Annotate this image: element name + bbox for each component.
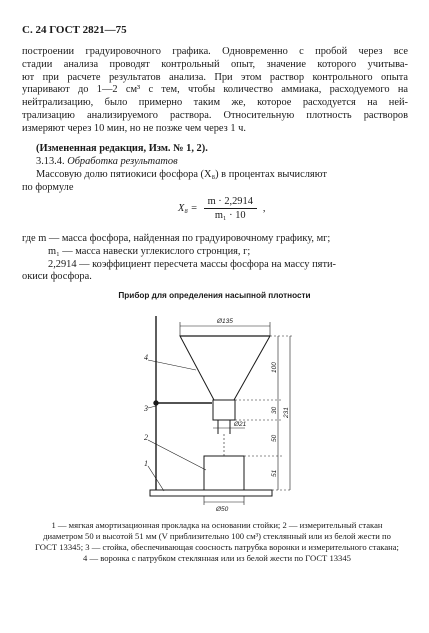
apparatus-diagram (0, 300, 429, 515)
dim-30: 30 (271, 406, 278, 414)
formula (178, 196, 266, 221)
measuring-cup (204, 456, 244, 490)
formula-lhs: X₈ = (178, 203, 198, 214)
text-line: трализацию анализируемого раствора. Относительную плотность растворов (22, 109, 408, 121)
page-header: С. 24 ГОСТ 2821—75 (22, 24, 127, 36)
text-line: Массовую долю пятиокиси фосфора (X₈) в процентах вычисляют (36, 169, 327, 180)
text-line: ют при расчете результатов анализа. При этом раствор контрольного опыта (22, 71, 408, 83)
paragraph-calibration (22, 46, 408, 136)
text-line: стадии анализа проводят контрольный опыт, значение которого учитыва- (22, 58, 408, 70)
callout-4: 4 (144, 353, 148, 362)
callout-leader-4 (148, 360, 196, 370)
formula-numerator: m · 2,2914 (204, 196, 257, 209)
formula-denominator: m₁ · 10 (214, 210, 246, 221)
amendment-note: (Измененная редакция, Изм. № 1, 2). (36, 143, 208, 154)
figure-legend: 1 — мягкая амортизационная прокладка на основании стойки; 2 — измерительный стакан диаметром 50 и высотой 51 мм (V приблизительно 100 см³) стеклянный или из белой жести по ГОСТ 13345; 3 — стойка, обеспечивающая соосность патрубка воронки и измерительного стакана; 4 — воронка с патрубком стеклянная или из белой жести по ГОСТ 13345 (35, 520, 399, 563)
text-line: по формуле (22, 181, 74, 193)
figure-title: Прибор для определения насыпной плотности (118, 291, 311, 300)
dim-nozzle: Ø21 (234, 421, 247, 428)
dim-top-width: Ø135 (217, 318, 233, 325)
callout-2: 2 (144, 433, 148, 442)
formula-fraction (204, 196, 257, 221)
funnel-nozzle (213, 400, 235, 420)
stand-base (150, 490, 272, 496)
dim-100: 100 (271, 362, 278, 373)
text-line: измеряют через 10 мин, но не позже чем через 1 ч. (22, 122, 246, 134)
formula-tail: , (262, 203, 266, 214)
dim-50: 50 (271, 434, 278, 442)
callout-leader-3 (148, 406, 156, 408)
section-number: 3.13.4. (36, 156, 65, 167)
variable-definitions (22, 233, 408, 284)
text-line: нейтрализацию, было примерно таким же, которое расходуется на ней- (22, 97, 408, 109)
text-line: упаривают до 1—2 см³ с тем, чтобы количество аммиака, расходуемого на (22, 84, 408, 96)
definition-m: где m — масса фосфора, найденная по градуировочному графику, мг; (22, 233, 331, 244)
section-title: Обработка результатов (67, 156, 178, 167)
section-heading (22, 156, 422, 169)
dim-51: 51 (271, 469, 278, 477)
callout-1: 1 (144, 459, 148, 468)
funnel (180, 336, 270, 400)
dim-231: 231 (283, 407, 290, 418)
text-line: построении градуировочного графика. Одновременно с пробой через все (22, 46, 408, 57)
definition-m1: m₁ — масса навески углекислого стронция, г; (48, 245, 251, 257)
dim-base: Ø50 (216, 506, 229, 513)
callout-3: 3 (144, 404, 148, 413)
definition-coefficient: 2,2914 — коэффициент пересчета массы фосфора на массу пяти- (48, 258, 336, 270)
definition-coefficient-cont: окиси фосфора. (22, 271, 92, 283)
clamp-knob (154, 401, 158, 405)
mass-fraction-intro (22, 169, 408, 195)
